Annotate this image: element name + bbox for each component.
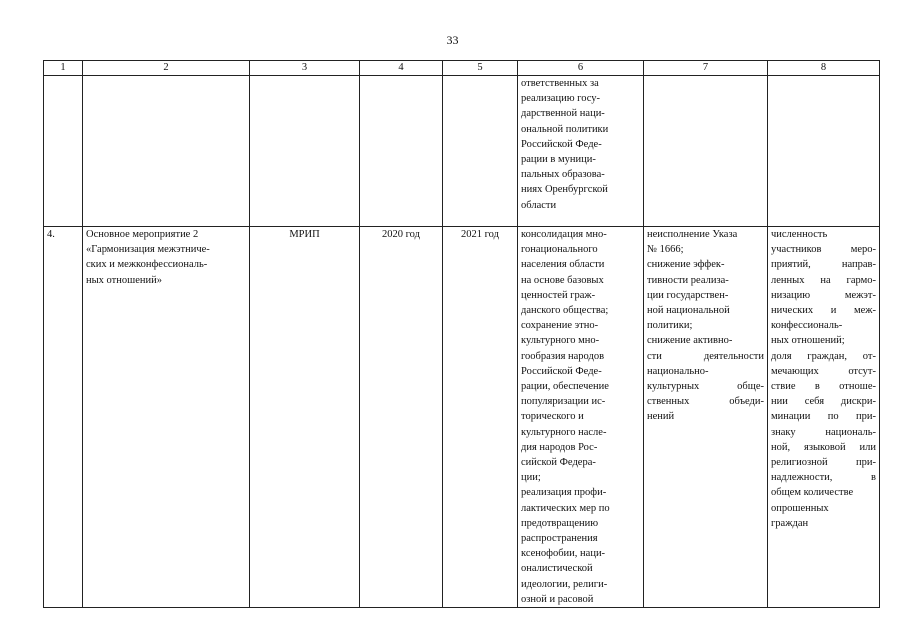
- text-line: тивности реализа-: [647, 274, 729, 286]
- text-line: реализацию госу-: [521, 93, 600, 105]
- text-line: нических и меж-: [771, 305, 876, 317]
- measures-table: [43, 60, 880, 608]
- continued-cell-2: [83, 76, 250, 227]
- text-line: ствие в отноше-: [771, 381, 876, 393]
- continued-cell-8: [768, 76, 880, 227]
- text-line: дарственной наци-: [521, 108, 605, 120]
- column-number-4: 4: [360, 61, 443, 76]
- text-line: граждан: [771, 517, 809, 529]
- text-line: ции государствен-: [647, 289, 729, 301]
- consequences-cell: [644, 227, 768, 608]
- text-line: Основное мероприятие 2: [86, 229, 199, 240]
- text-line: конфессиональ-: [771, 320, 843, 332]
- text-line: знаку националь-: [771, 426, 876, 438]
- continued-cell-3: [250, 76, 360, 227]
- text-line: культурного насле-: [521, 426, 607, 438]
- start-year-cell: 2020 год: [360, 227, 443, 608]
- text-line: рации в муници-: [521, 154, 596, 166]
- column-number-7: 7: [644, 61, 768, 76]
- text-line: низацию межэт-: [771, 289, 876, 301]
- continued-cell-6: [518, 76, 644, 227]
- continued-cell-5: [443, 76, 518, 227]
- text-line: области: [521, 199, 557, 211]
- text-line: опрошенных: [771, 502, 829, 514]
- text-line: политики;: [647, 320, 693, 332]
- text-line: дия народов Рос-: [521, 441, 598, 453]
- text-line: гонационального: [521, 244, 598, 256]
- text-line: приятий, направ-: [771, 259, 876, 271]
- text-line: лактических мер по: [521, 502, 610, 514]
- column-number-row: [44, 61, 880, 76]
- text-line: торического и: [521, 411, 584, 423]
- text-line: мечающих отсут-: [771, 365, 876, 377]
- continued-cell-4: [360, 76, 443, 227]
- text-line: участников меро-: [771, 244, 876, 256]
- text-line: ниях Оренбургской: [521, 184, 608, 196]
- text-line: пальных образова-: [521, 169, 605, 181]
- text-line: рации, обеспечение: [521, 381, 609, 393]
- text-line: № 1666;: [647, 244, 684, 256]
- text-line: минации по при-: [771, 411, 876, 423]
- indicators-cell: [768, 227, 880, 608]
- text-line: ции;: [521, 472, 541, 484]
- text-line: сийской Федера-: [521, 457, 596, 469]
- executor-cell: МРИП: [250, 227, 360, 608]
- text-line: оналистической: [521, 563, 593, 575]
- column-number-8: 8: [768, 61, 880, 76]
- text-line: снижение эффек-: [647, 259, 725, 271]
- text-line: снижение активно-: [647, 335, 733, 347]
- text-line: консолидация мно-: [521, 229, 607, 240]
- text-line: ственных объеди-: [647, 396, 764, 408]
- text-line: ональной политики: [521, 123, 609, 135]
- text-line: распространения: [521, 533, 598, 545]
- measure-row-4: [44, 227, 880, 608]
- text-line: ских и межконфессиональ-: [86, 259, 208, 271]
- row-number: 4.: [44, 227, 83, 608]
- text-line: численность: [771, 229, 828, 240]
- text-line: сохранение этно-: [521, 320, 599, 332]
- column-number-1: 1: [44, 61, 83, 76]
- text-line: «Гармонизация межэтниче-: [86, 244, 210, 256]
- text-line: ной национальной: [647, 305, 730, 317]
- text-line: ной, языковой или: [771, 441, 876, 453]
- text-line: неисполнение Указа: [647, 229, 738, 240]
- text-line: нии себя дискри-: [771, 396, 876, 408]
- expected-results-cell: [518, 227, 644, 608]
- text-line: общем количестве: [771, 487, 854, 499]
- text-line: предотвращению: [521, 517, 599, 529]
- text-line: на основе базовых: [521, 274, 604, 286]
- page-number: 33: [446, 33, 459, 47]
- text-line: религиозной при-: [771, 457, 876, 469]
- text-line: национально-: [647, 365, 709, 377]
- column-number-5: 5: [443, 61, 518, 76]
- measure-title-cell: [83, 227, 250, 608]
- text-line: популяризации ис-: [521, 396, 606, 408]
- text-line: культурного мно-: [521, 335, 600, 347]
- text-line: доля граждан, от-: [771, 350, 876, 362]
- column-number-2: 2: [83, 61, 250, 76]
- text-line: нений: [647, 411, 675, 423]
- continued-cell-7: [644, 76, 768, 227]
- text-line: сти деятельности: [647, 350, 764, 362]
- text-line: ответственных за: [521, 78, 599, 89]
- end-year-cell: 2021 год: [443, 227, 518, 608]
- text-line: ксенофобии, наци-: [521, 548, 606, 560]
- text-line: идеологии, религи-: [521, 578, 608, 590]
- text-line: данского общества;: [521, 305, 609, 317]
- column-number-3: 3: [250, 61, 360, 76]
- text-line: Российской Феде-: [521, 365, 602, 377]
- column-number-6: 6: [518, 61, 644, 76]
- text-line: ных отношений»: [86, 274, 162, 286]
- text-line: озной и расовой: [521, 593, 594, 605]
- text-line: ных отношений;: [771, 335, 845, 347]
- text-line: надлежности, в: [771, 472, 876, 484]
- text-line: реализация профи-: [521, 487, 607, 499]
- text-line: населения области: [521, 259, 605, 271]
- text-line: культурных обще-: [647, 381, 764, 393]
- text-line: гообразия народов: [521, 350, 605, 362]
- text-line: ценностей граж-: [521, 289, 596, 301]
- continued-row: [44, 76, 880, 227]
- text-line: ленных на гармо-: [771, 274, 876, 286]
- continued-cell-1: [44, 76, 83, 227]
- text-line: Российской Феде-: [521, 138, 602, 150]
